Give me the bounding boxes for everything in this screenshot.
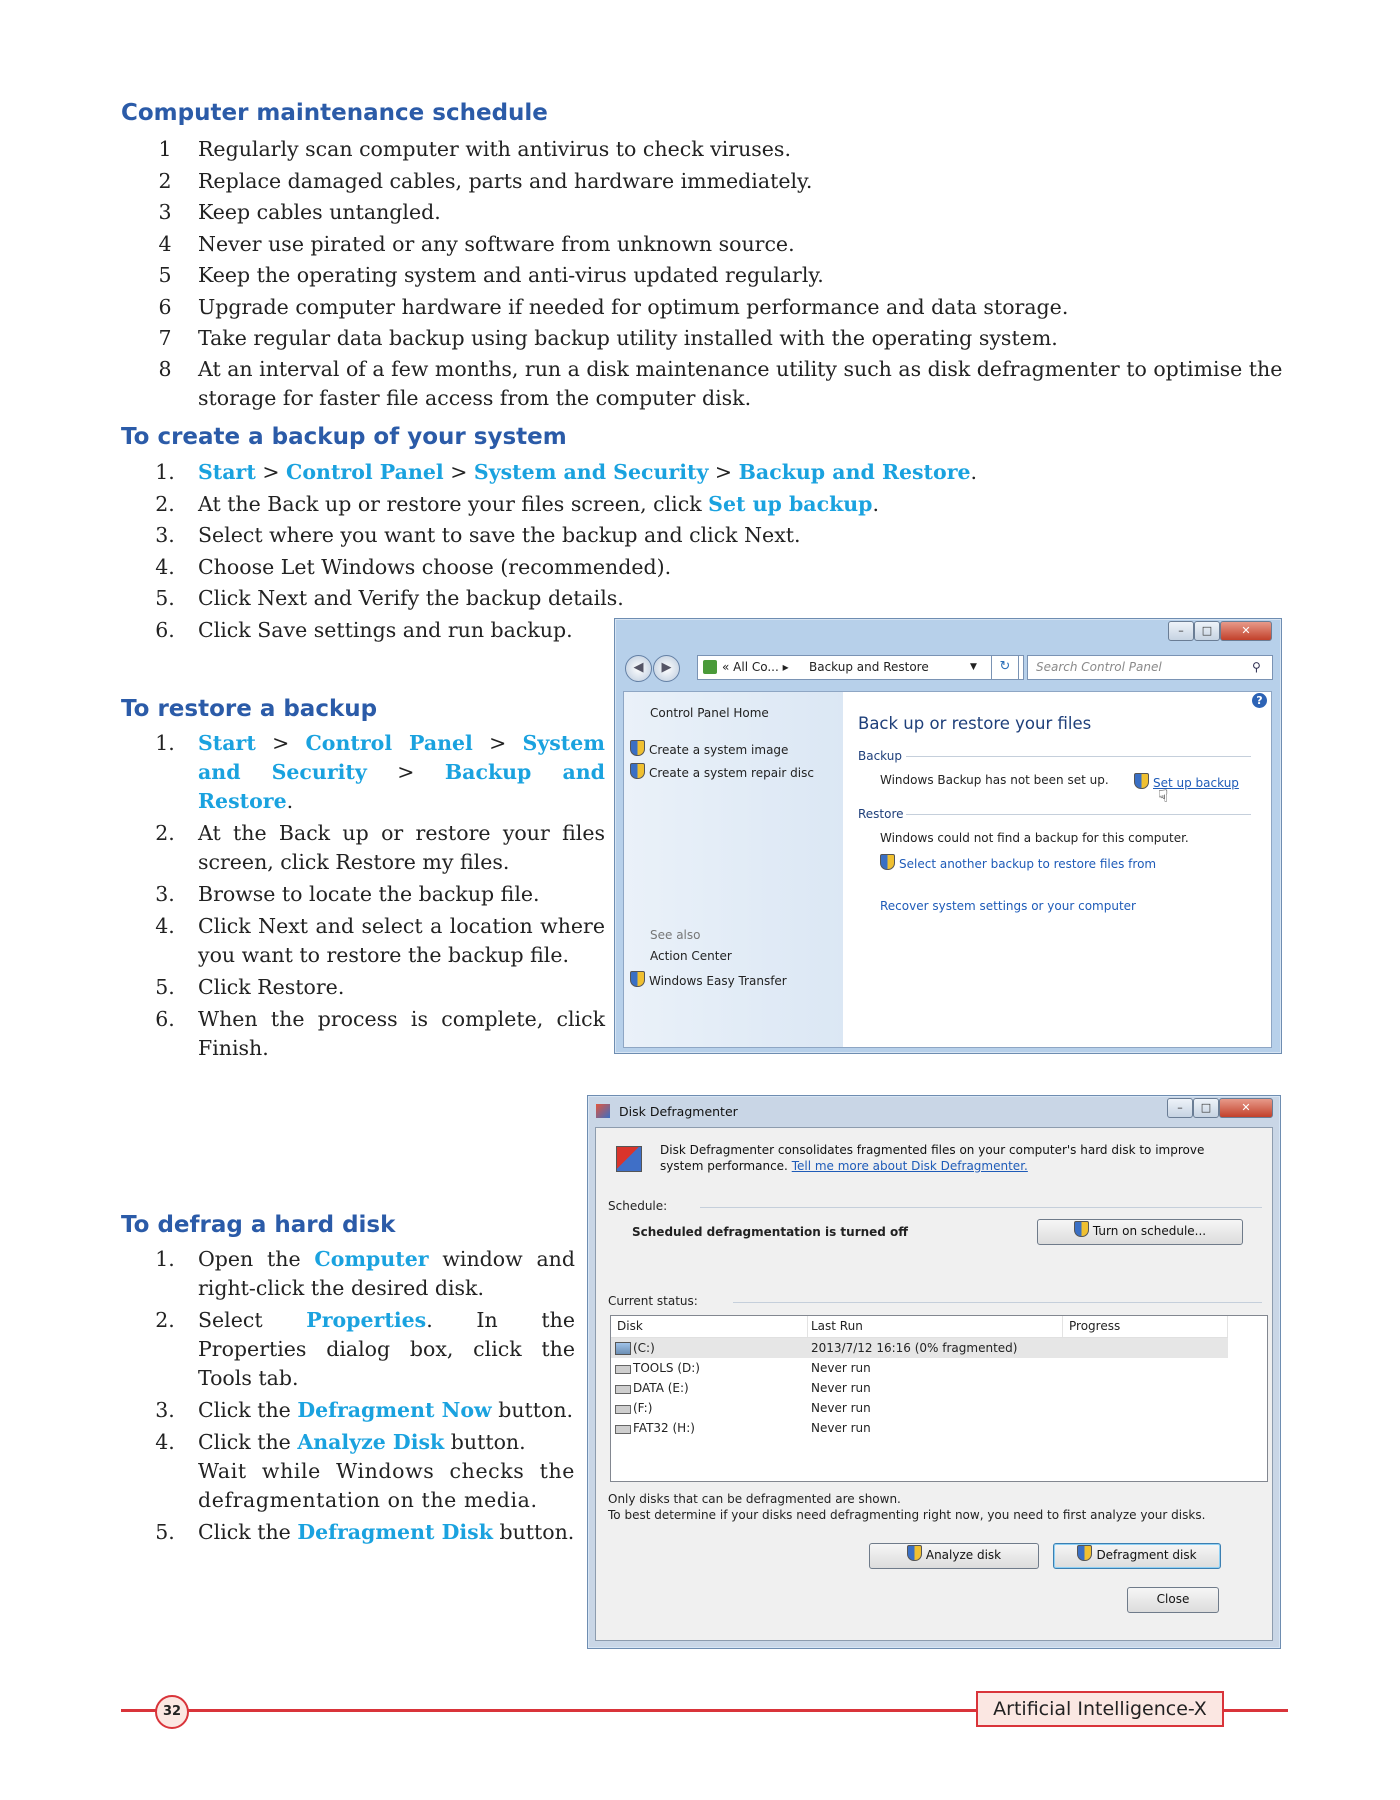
help-icon[interactable]: ? — [1252, 693, 1267, 708]
chevron-down-icon[interactable]: ▼ — [970, 662, 977, 672]
learn-more-link[interactable]: Tell me more about Disk Defragmenter. — [791, 1159, 1028, 1173]
disk-table — [610, 1315, 1268, 1482]
turn-on-schedule-button[interactable]: Turn on schedule... — [1037, 1219, 1243, 1245]
list-item: 6. When the process is complete, click Finish. — [155, 1007, 605, 1060]
info-note: Only disks that can be defragmented are shown. To best determine if your disks need defragmenting right now, you need to first analyze your disks. — [608, 1492, 1206, 1522]
recover-settings-link[interactable]: Recover system settings or your computer — [880, 899, 1136, 913]
backup-heading: To create a backup of your system — [121, 424, 567, 450]
list-item: 3. Click the Defragment Now button. — [155, 1398, 574, 1422]
list-item: 4. Click the Analyze Disk button. Wait while Windows checks the defragmentation on the media. — [155, 1430, 575, 1512]
sidebar-item-action-center[interactable]: Action Center — [650, 949, 732, 963]
search-input[interactable]: Search Control Panel ⚲ — [1027, 655, 1273, 680]
shield-icon — [1134, 773, 1149, 789]
analyze-disk-button[interactable]: Analyze disk — [869, 1543, 1039, 1569]
list-item: 2. At the Back up or restore your files screen, click Set up backup. — [155, 491, 880, 516]
list-item: 8 At an interval of a few months, run a disk maintenance utility such as disk defragmenter to optimise the storage for faster file access from the computer disk. — [158, 356, 1283, 410]
list-item: 3. Browse to locate the backup file. — [155, 882, 540, 906]
close-dialog-button[interactable]: Close — [1127, 1587, 1219, 1613]
minimize-button[interactable]: – — [1168, 621, 1194, 641]
system-disk-icon — [615, 1342, 631, 1355]
minimize-button[interactable]: – — [1167, 1098, 1193, 1118]
list-item: 5 Keep the operating system and anti-virus updated regularly. — [158, 263, 824, 287]
current-status-label: Current status: — [608, 1294, 698, 1308]
book-title: Artificial Intelligence-X — [976, 1691, 1224, 1727]
column-disk[interactable]: Disk — [617, 1319, 643, 1333]
sidebar-item-repair-disc[interactable]: Create a system repair disc — [630, 763, 814, 780]
search-icon[interactable]: ⚲ — [1252, 660, 1261, 674]
close-button[interactable]: ✕ — [1220, 621, 1272, 641]
list-item: 5. Click the Defragment Disk button. — [155, 1520, 575, 1544]
restore-section-label: Restore — [858, 807, 904, 821]
maximize-button[interactable]: □ — [1194, 621, 1220, 641]
address-bar[interactable]: « All Co... ▸ Backup and Restore ▼ — [697, 655, 1024, 680]
table-row[interactable]: TOOLS (D:) Never run — [611, 1358, 1228, 1378]
schedule-status: Scheduled defragmentation is turned off — [632, 1225, 909, 1239]
page-number: 32 — [155, 1695, 189, 1729]
list-item: 3 Keep cables untangled. — [158, 200, 441, 224]
table-row[interactable]: (F:) Never run — [611, 1398, 1228, 1418]
restore-status: Windows could not find a backup for this computer. — [880, 831, 1189, 845]
backup-status: Windows Backup has not been set up. — [880, 773, 1109, 787]
shield-icon — [907, 1545, 922, 1561]
column-progress[interactable]: Progress — [1069, 1319, 1121, 1333]
defragmenter-app-icon — [596, 1104, 610, 1118]
restore-steps — [150, 729, 605, 1063]
table-row[interactable]: FAT32 (H:) Never run — [611, 1418, 1228, 1438]
shield-icon — [630, 971, 645, 987]
setup-backup-link[interactable]: Set up backup — [1134, 773, 1239, 790]
list-item: 1 Regularly scan computer with antivirus to check viruses. — [158, 137, 791, 161]
sidebar — [623, 691, 844, 1048]
list-item: 6. Click Save settings and run backup. — [155, 617, 573, 642]
shield-icon — [1074, 1221, 1089, 1237]
close-button[interactable]: ✕ — [1219, 1098, 1273, 1118]
drive-icon — [615, 1385, 631, 1394]
main-pane — [843, 691, 1272, 1048]
backup-section-label: Backup — [858, 749, 902, 763]
list-item: 1. Open the Computer window and right-click the desired disk. — [155, 1247, 576, 1300]
column-last-run[interactable]: Last Run — [811, 1319, 863, 1333]
forward-icon[interactable]: ▶ — [653, 655, 680, 682]
dialog-body — [595, 1127, 1273, 1641]
list-item: 4. Choose Let Windows choose (recommended). — [155, 554, 672, 579]
description: Disk Defragmenter consolidates fragmented files on your computer's hard disk to improve system performance. Tell me more about Disk Defragmenter. — [660, 1143, 1205, 1173]
drive-icon — [615, 1365, 631, 1374]
disk-defragmenter-icon — [616, 1146, 642, 1172]
list-item: 5. Click Next and Verify the backup details. — [155, 586, 624, 610]
refresh-icon[interactable]: ↻ — [991, 655, 1019, 680]
shield-icon — [630, 763, 645, 779]
table-header — [611, 1316, 1228, 1338]
shield-icon — [630, 740, 645, 756]
list-item: 2. At the Back up or restore your files screen, click Restore my files. — [155, 821, 605, 874]
list-item: 1. Start > Control Panel > System and Security > Backup and Restore. — [155, 731, 605, 813]
sidebar-item-easy-transfer[interactable]: Windows Easy Transfer — [630, 971, 787, 988]
drive-icon — [615, 1425, 631, 1434]
maintenance-list — [150, 134, 1300, 413]
list-item: 2. Select Properties. In the Properties dialog box, click the Tools tab. — [155, 1308, 575, 1390]
back-icon[interactable]: ◀ — [625, 655, 652, 682]
list-item: 7 Take regular data backup using backup utility installed with the operating system. — [158, 326, 1058, 350]
list-item: 3. Select where you want to save the backup and click Next. — [155, 523, 801, 547]
control-panel-icon — [703, 660, 717, 674]
disk-defragmenter-window — [587, 1095, 1281, 1649]
drive-icon — [615, 1405, 631, 1414]
defragment-disk-button[interactable]: Defragment disk — [1053, 1543, 1221, 1569]
sidebar-item-system-image[interactable]: Create a system image — [630, 740, 788, 757]
window-title: Disk Defragmenter — [619, 1104, 738, 1119]
list-item: 2 Replace damaged cables, parts and hardware immediately. — [158, 168, 813, 193]
restore-heading: To restore a backup — [121, 696, 378, 722]
list-item: 4 Never use pirated or any software from unknown source. — [158, 231, 795, 256]
shield-icon — [880, 854, 895, 870]
maintenance-heading: Computer maintenance schedule — [121, 100, 548, 126]
defrag-steps — [150, 1245, 575, 1547]
backup-restore-window — [614, 618, 1282, 1054]
maximize-button[interactable]: □ — [1193, 1098, 1219, 1118]
sidebar-item-home[interactable]: Control Panel Home — [650, 706, 769, 720]
list-item: 4. Click Next and select a location where you want to restore the backup file. — [155, 914, 605, 967]
hand-cursor-icon: ☟ — [1158, 787, 1169, 807]
see-also-label: See also — [650, 928, 701, 942]
table-row[interactable]: (C:) 2013/7/12 16:16 (0% fragmented) — [611, 1338, 1228, 1358]
list-item: 5. Click Restore. — [155, 975, 345, 999]
table-row[interactable]: DATA (E:) Never run — [611, 1378, 1228, 1398]
defrag-heading: To defrag a hard disk — [121, 1212, 396, 1238]
list-item: 6 Upgrade computer hardware if needed for optimum performance and data storage. — [158, 294, 1069, 319]
select-another-backup-link[interactable]: Select another backup to restore files from — [880, 854, 1156, 871]
page-title: Back up or restore your files — [858, 714, 1092, 733]
schedule-label: Schedule: — [608, 1199, 668, 1213]
list-item: 1. Start > Control Panel > System and Security > Backup and Restore. — [155, 460, 978, 484]
shield-icon — [1077, 1545, 1092, 1561]
